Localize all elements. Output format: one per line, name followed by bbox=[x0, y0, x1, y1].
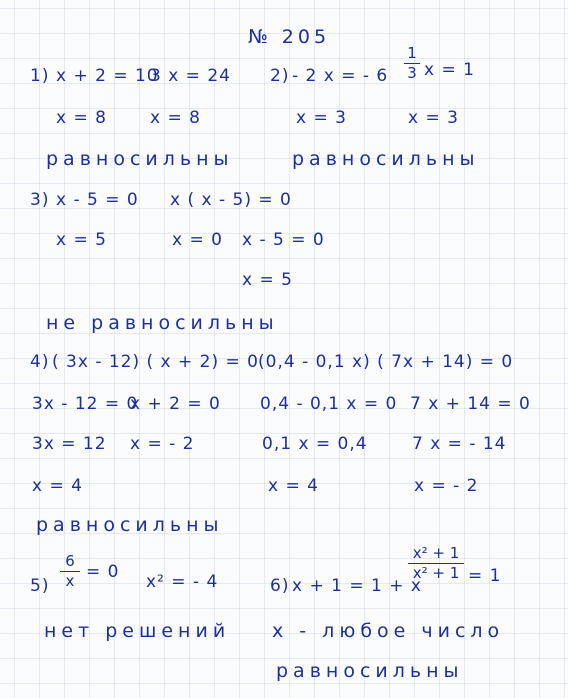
p4-a-step2-2: x = - 2 bbox=[130, 434, 195, 454]
p4-a-step3: x = 4 bbox=[32, 476, 83, 496]
p5-fraction-denominator: x bbox=[65, 572, 75, 590]
p1-solution-b: x = 8 bbox=[150, 108, 201, 128]
p4-b-step3-1: x = 4 bbox=[268, 476, 319, 496]
p5-label: 5) bbox=[30, 576, 50, 596]
p6-equation-b: = 1 bbox=[468, 566, 502, 586]
p3-solution-a: x = 5 bbox=[56, 230, 107, 250]
p1-verdict: равносильны bbox=[46, 148, 234, 170]
p3-equation-b: x ( x - 5) = 0 bbox=[170, 190, 292, 210]
p3-solution-b3: x = 5 bbox=[242, 270, 293, 290]
p1-equation-b: 3 x = 24 bbox=[150, 66, 231, 86]
p2-verdict: равносильны bbox=[292, 148, 480, 170]
p4-a-step1-2: x + 2 = 0 bbox=[130, 394, 221, 414]
p4-equation-b: (0,4 - 0,1 x) ( 7x + 14) = 0 bbox=[258, 352, 514, 372]
p3-label: 3) bbox=[30, 190, 50, 210]
p3-solution-b2: x - 5 = 0 bbox=[242, 230, 325, 250]
p4-a-step1-1: 3x - 12 = 0 bbox=[32, 394, 139, 414]
p2-label: 2) bbox=[270, 66, 290, 86]
p6-verdict: равносильны bbox=[276, 660, 464, 682]
p2-solution-b: x = 3 bbox=[408, 108, 459, 128]
p2-solution-a: x = 3 bbox=[296, 108, 347, 128]
p4-a-step2-1: 3x = 12 bbox=[32, 434, 107, 454]
p4-b-step1-1: 0,4 - 0,1 x = 0 bbox=[260, 394, 398, 414]
p6-fraction-denominator: x² + 1 bbox=[412, 564, 460, 582]
p1-solution-a: x = 8 bbox=[56, 108, 107, 128]
p1-equation-a: x + 2 = 10 bbox=[56, 66, 159, 86]
p2-equation-b: x = 1 bbox=[424, 60, 475, 80]
p5-equation-b: x² = - 4 bbox=[146, 572, 219, 592]
p4-label: 4) bbox=[30, 352, 50, 372]
p5-equation-a: = 0 bbox=[86, 562, 120, 582]
p4-b-step2-1: 0,1 x = 0,4 bbox=[262, 434, 368, 454]
p6-equation-a: x + 1 = 1 + x bbox=[292, 576, 422, 596]
p4-equation-a: ( 3x - 12) ( x + 2) = 0 bbox=[52, 352, 259, 372]
p2-fraction-numerator: 1 bbox=[407, 44, 417, 62]
p1-label: 1) bbox=[30, 66, 50, 86]
p4-b-step2-2: 7 x = - 14 bbox=[412, 434, 507, 454]
problem-number: № 205 bbox=[248, 26, 331, 48]
p6-label: 6) bbox=[270, 576, 290, 596]
p2-fraction-denominator: 3 bbox=[407, 64, 417, 82]
p5-fraction bbox=[60, 554, 80, 589]
p3-solution-b1: x = 0 bbox=[172, 230, 223, 250]
p4-verdict: равносильны bbox=[36, 514, 224, 536]
p6-fraction-numerator: x² + 1 bbox=[412, 544, 460, 562]
p3-equation-a: x - 5 = 0 bbox=[56, 190, 139, 210]
p2-equation-a: - 2 x = - 6 bbox=[292, 66, 389, 86]
p5-fraction-numerator: 6 bbox=[65, 552, 75, 570]
p5-verdict: нет решений bbox=[44, 620, 231, 642]
p6-verdict-any-number: x - любое число bbox=[272, 620, 505, 642]
p2-fraction bbox=[404, 46, 420, 81]
p3-verdict: не равносильны bbox=[46, 312, 279, 334]
p4-b-step1-2: 7 x + 14 = 0 bbox=[410, 394, 531, 414]
p4-b-step3-2: x = - 2 bbox=[414, 476, 479, 496]
p6-fraction bbox=[408, 546, 464, 581]
